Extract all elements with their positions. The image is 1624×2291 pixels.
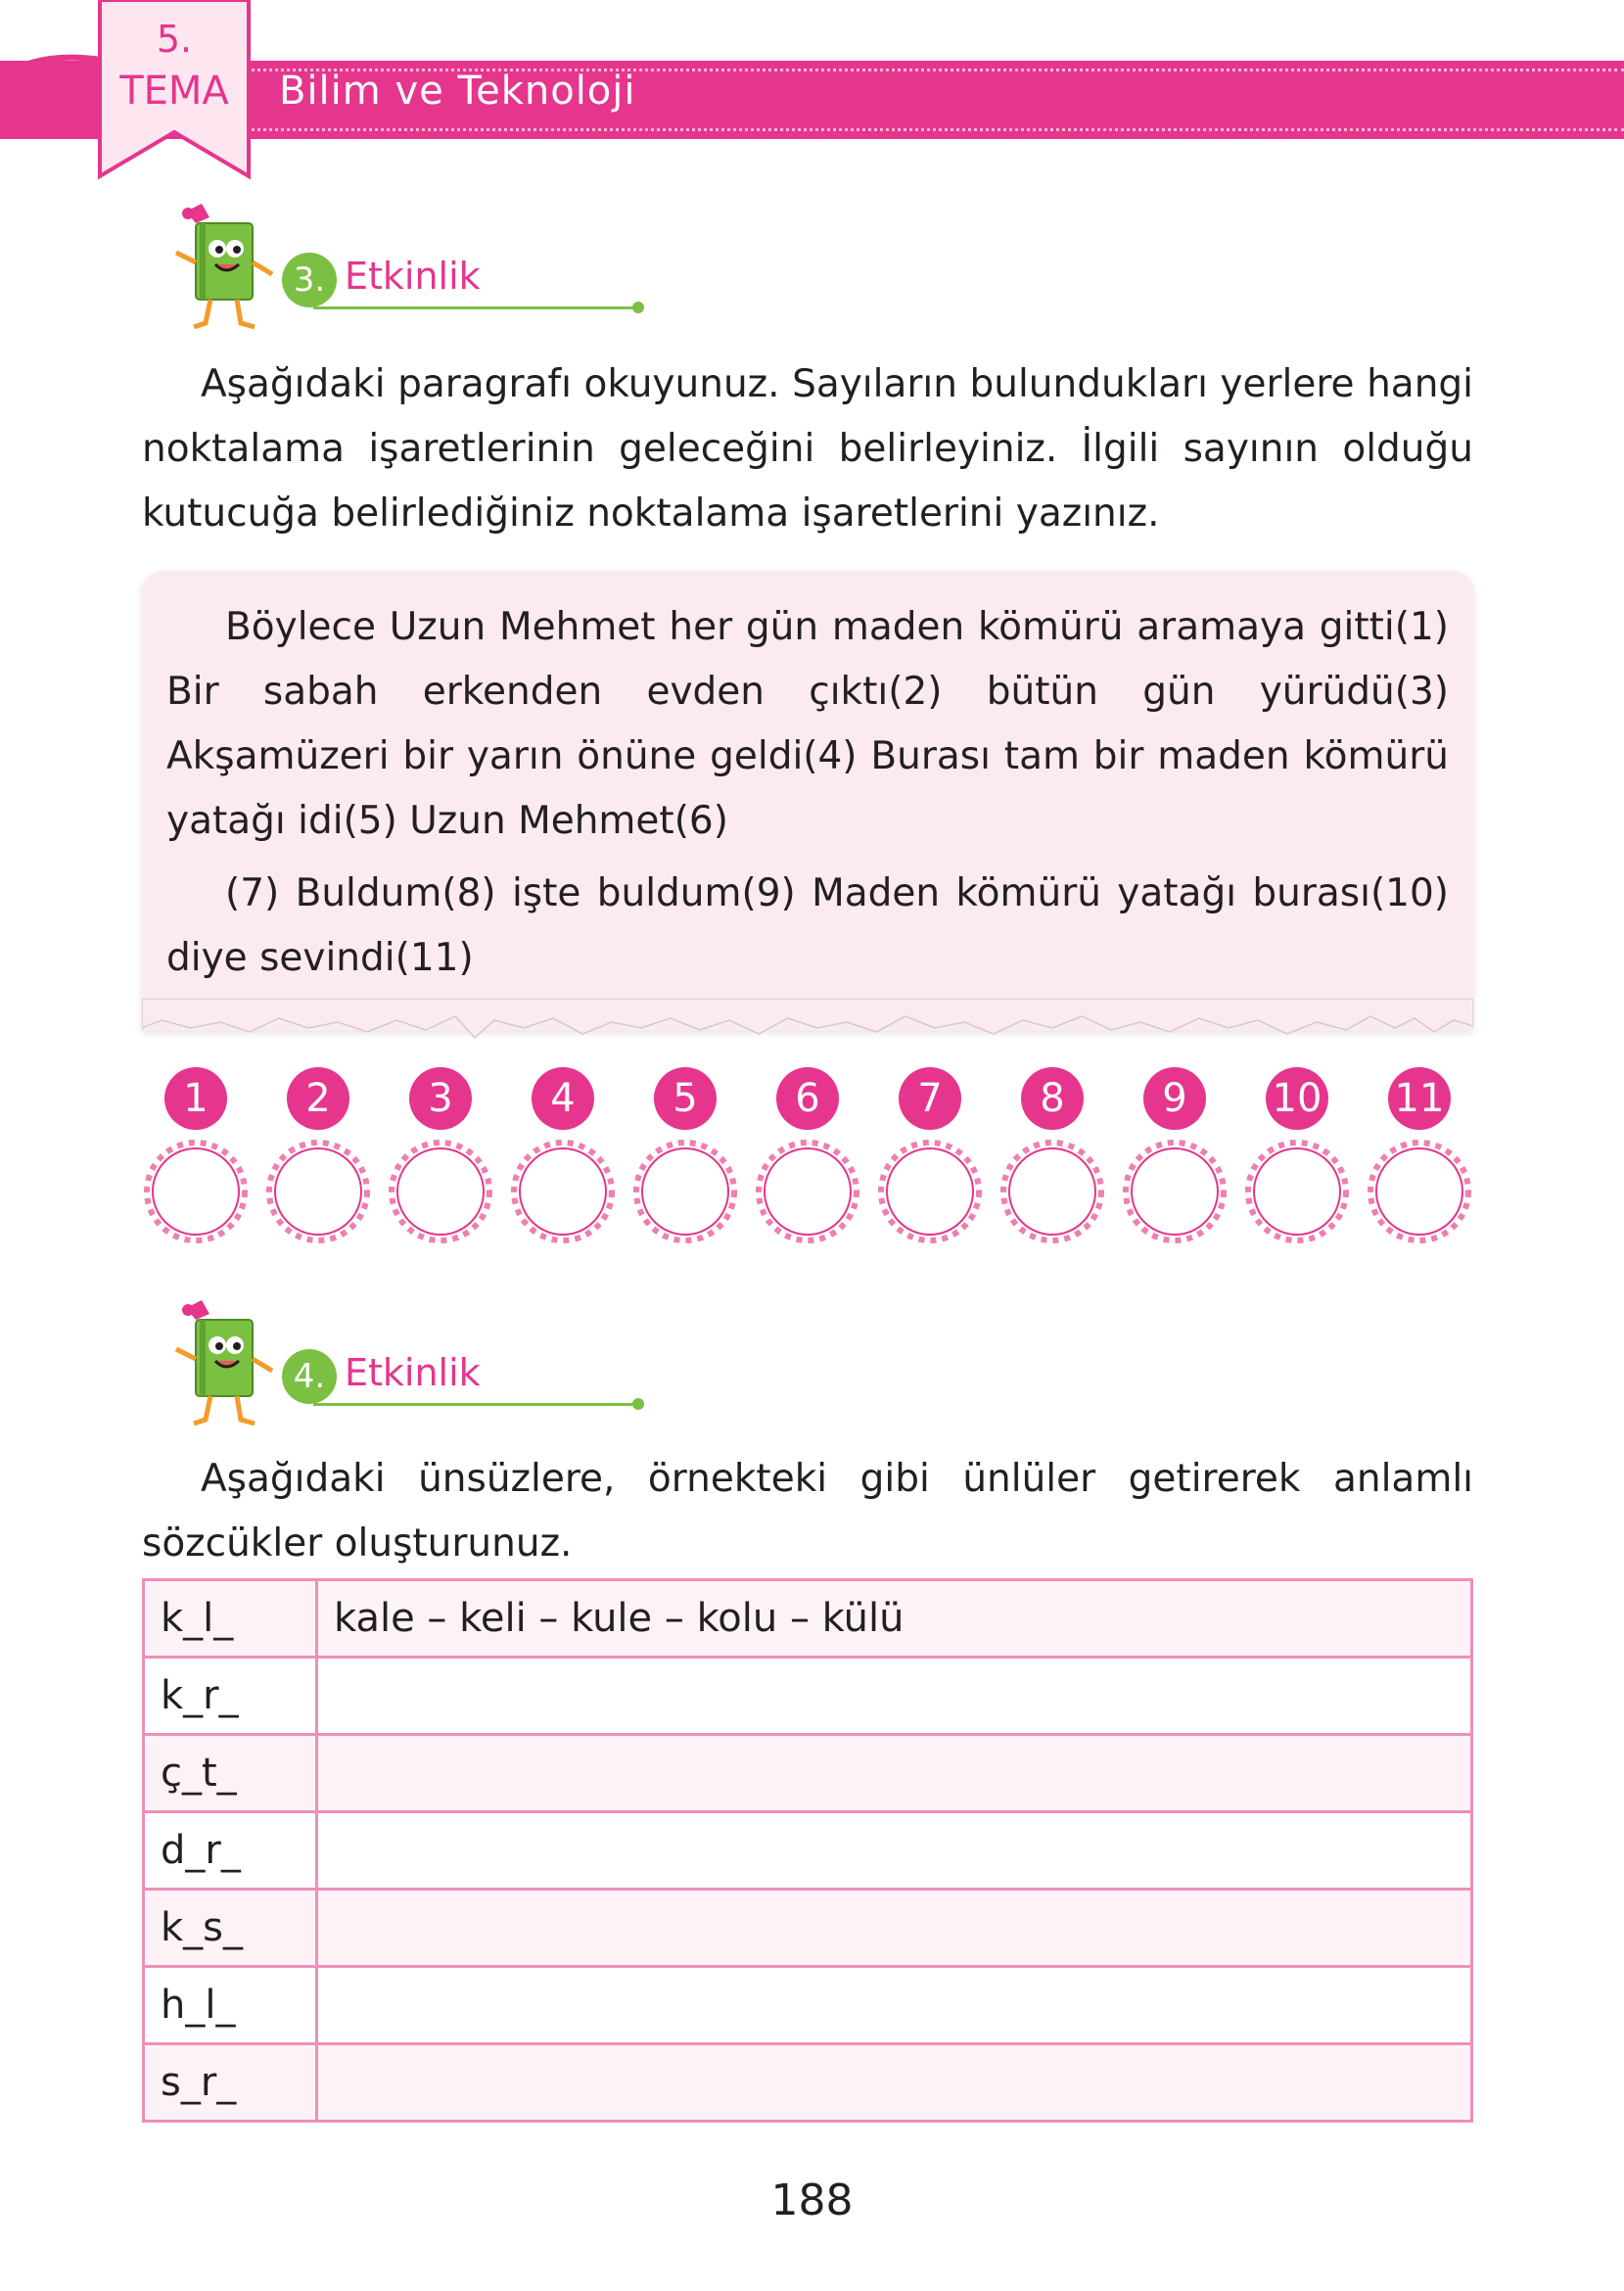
- activity-label: Etkinlik: [345, 1351, 481, 1394]
- story-paragraph-2: (7) Buldum(8) işte buldum(9) Maden kömürü yatağı burası(10) diye sevindi(11): [166, 871, 1449, 980]
- consonant-pattern: k_l_: [144, 1580, 317, 1658]
- tema-number: 5.: [156, 18, 193, 61]
- answer-circle[interactable]: [998, 1067, 1106, 1253]
- answer-circles: [142, 1067, 1478, 1253]
- answer-ring: [1121, 1138, 1229, 1245]
- answer-cell[interactable]: [317, 1658, 1472, 1735]
- consonant-pattern: k_r_: [144, 1658, 317, 1735]
- table-row: [144, 2044, 1472, 2122]
- answer-number-badge: 6: [776, 1067, 839, 1130]
- answer-ring: [631, 1138, 739, 1245]
- answer-circle[interactable]: [1243, 1067, 1351, 1253]
- consonant-pattern: k_s_: [144, 1890, 317, 1967]
- answer-ring: [509, 1138, 617, 1245]
- tema-badge: [96, 0, 253, 181]
- story-text: [166, 595, 1449, 999]
- theme-title: Bilim ve Teknoloji: [279, 69, 636, 114]
- answer-number-badge: 4: [532, 1067, 594, 1130]
- activity-underline: [313, 306, 636, 309]
- answer-circle[interactable]: [1121, 1067, 1229, 1253]
- answer-cell[interactable]: [317, 1890, 1472, 1967]
- activity-label: Etkinlik: [345, 255, 481, 298]
- answer-circle[interactable]: [754, 1067, 861, 1253]
- activity-underline-dot: [632, 302, 644, 313]
- answer-number-badge: 11: [1388, 1067, 1451, 1130]
- page-number: 188: [770, 2175, 854, 2225]
- activity-4-instructions: [142, 1447, 1473, 1576]
- book-mascot-icon: [166, 1300, 284, 1432]
- answer-number-badge: 5: [654, 1067, 717, 1130]
- table-row: [144, 1735, 1472, 1812]
- answer-ring: [264, 1138, 372, 1245]
- answer-circle[interactable]: [631, 1067, 739, 1253]
- consonant-pattern: h_l_: [144, 1967, 317, 2044]
- activity-underline: [313, 1403, 636, 1406]
- activity-4-instructions-text: Aşağıdaki ünsüzlere, örnekteki gibi ünlüler getirerek anlamlı sözcükler oluşturunuz.: [142, 1457, 1473, 1566]
- word-table: [142, 1578, 1473, 2123]
- answer-circle[interactable]: [876, 1067, 984, 1253]
- table-row: [144, 1890, 1472, 1967]
- consonant-pattern: ç_t_: [144, 1735, 317, 1812]
- answer-number-badge: 9: [1143, 1067, 1206, 1130]
- activity-number: 3.: [282, 253, 337, 307]
- answer-cell[interactable]: [317, 1967, 1472, 2044]
- answer-cell: kale – keli – kule – kolu – külü: [317, 1580, 1472, 1658]
- table-row: [144, 1967, 1472, 2044]
- tema-label: TEMA: [119, 69, 229, 114]
- answer-circle[interactable]: [142, 1067, 250, 1253]
- answer-number-badge: 2: [287, 1067, 349, 1130]
- activity-3-header: [166, 204, 499, 341]
- answer-circle[interactable]: [264, 1067, 372, 1253]
- answer-number-badge: 8: [1021, 1067, 1084, 1130]
- answer-circle[interactable]: [387, 1067, 494, 1253]
- activity-4-header: [166, 1300, 499, 1437]
- answer-cell[interactable]: [317, 1735, 1472, 1812]
- answer-ring: [387, 1138, 494, 1245]
- answer-number-badge: 3: [409, 1067, 472, 1130]
- banner-dots-bottom: [245, 128, 1624, 131]
- activity-3-instructions-text: Aşağıdaki paragrafı okuyunuz. Sayıların bulundukları yerlere hangi noktalama işaretlerinin geleceğini belirleyiniz. İlgili sayının olduğu kutucuğa belirlediğiniz noktalama işaretlerini yazınız.: [142, 362, 1473, 536]
- answer-ring: [876, 1138, 984, 1245]
- answer-cell[interactable]: [317, 2044, 1472, 2122]
- consonant-pattern: s_r_: [144, 2044, 317, 2122]
- activity-3-instructions: [142, 352, 1473, 546]
- table-row: [144, 1658, 1472, 1735]
- story-paragraph-1: Böylece Uzun Mehmet her gün maden kömürü aramaya gitti(1) Bir sabah erkenden evden çıktı(2) bütün gün yürüdü(3) Akşamüzeri bir yarın önüne geldi(4) Burası tam bir maden kömürü yatağı idi(5) Uzun Mehmet(6): [166, 605, 1449, 843]
- answer-ring: [1366, 1138, 1473, 1245]
- answer-ring: [754, 1138, 861, 1245]
- answer-ring: [998, 1138, 1106, 1245]
- consonant-pattern: d_r_: [144, 1812, 317, 1890]
- table-row: [144, 1580, 1472, 1658]
- activity-underline-dot: [632, 1398, 644, 1410]
- answer-number-badge: 10: [1266, 1067, 1328, 1130]
- table-row: [144, 1812, 1472, 1890]
- book-mascot-icon: [166, 204, 284, 336]
- answer-circle[interactable]: [1366, 1067, 1473, 1253]
- story-box: [142, 571, 1473, 1031]
- answer-ring: [142, 1138, 250, 1245]
- answer-ring: [1243, 1138, 1351, 1245]
- answer-number-badge: 7: [899, 1067, 961, 1130]
- answer-cell[interactable]: [317, 1812, 1472, 1890]
- activity-number: 4.: [282, 1349, 337, 1404]
- answer-circle[interactable]: [509, 1067, 617, 1253]
- answer-number-badge: 1: [164, 1067, 227, 1130]
- torn-paper-edge: [142, 999, 1473, 1052]
